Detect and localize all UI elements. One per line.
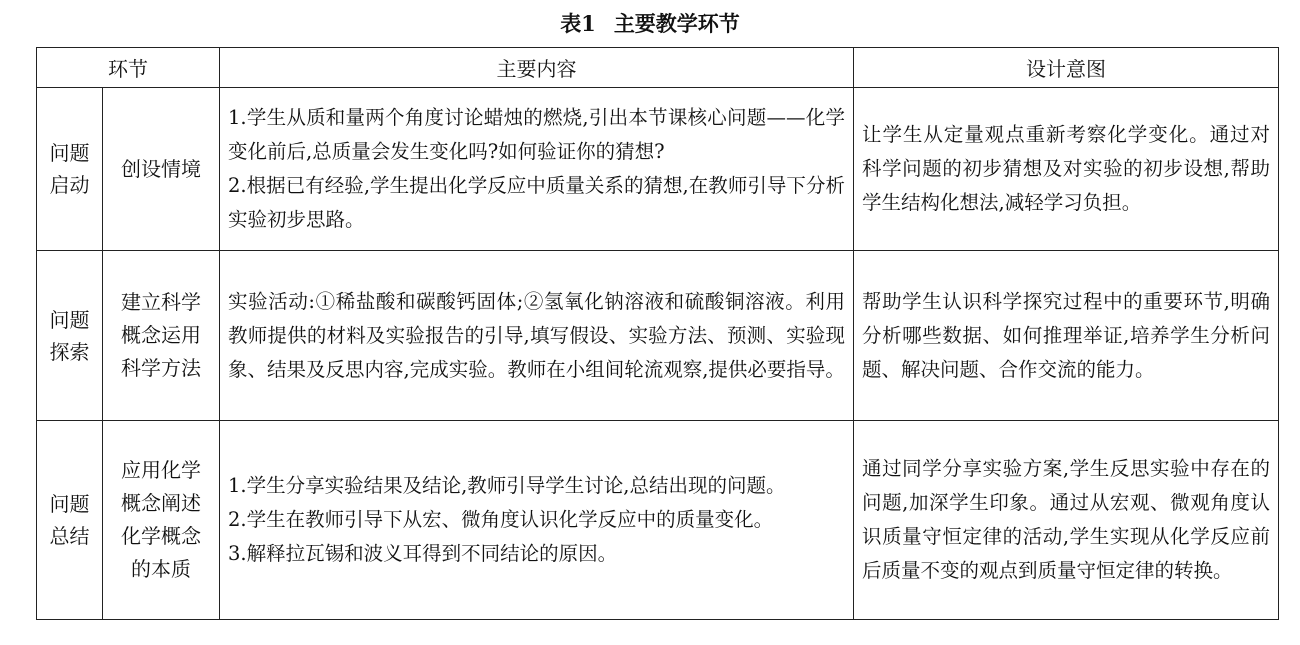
table-caption-title: 主要教学环节: [613, 11, 740, 36]
substage-cell: [103, 88, 220, 251]
intent-cell: 通过同学分享实验方案,学生反思实验中存在的问题,加深学生印象。通过从宏观、微观角度认识质量守恒定律的活动,学生实现从化学反应前后质量不变的观点到质量守恒定律的转换。: [854, 421, 1279, 620]
substage-cell: [103, 421, 220, 620]
substage-line: 概念阐述: [121, 491, 201, 515]
stage-line: 探索: [49, 339, 90, 364]
substage-line: 的本质: [131, 557, 191, 581]
stage-cell: [37, 88, 103, 251]
content-paragraph: 2.根据已有经验,学生提出化学反应中质量关系的猜想,在教师引导下分析实验初步思路。: [228, 174, 845, 231]
stage-cell: [37, 251, 103, 421]
table-row: [37, 251, 1279, 421]
stage-line: 总结: [49, 524, 90, 548]
content-cell: [220, 421, 854, 620]
substage-line: 建立科学: [121, 290, 201, 314]
table-caption: [0, 8, 1300, 40]
intent-cell: 让学生从定量观点重新考察化学变化。通过对科学问题的初步猜想及对实验的初步设想,帮助学生结构化想法,减轻学习负担。: [854, 88, 1279, 251]
header-content: 主要内容: [220, 48, 854, 88]
substage-line: 创设情境: [121, 156, 201, 181]
header-stage: 环节: [37, 48, 220, 88]
table-row: [37, 421, 1279, 620]
content-paragraph: 3.解释拉瓦锡和波义耳得到不同结论的原因。: [228, 542, 618, 565]
substage-line: 概念运用: [121, 323, 201, 347]
content-paragraph: 1.学生分享实验结果及结论,教师引导学生讨论,总结出现的问题。: [228, 474, 786, 497]
stage-line: 问题: [49, 141, 90, 165]
stage-line: 启动: [49, 173, 90, 197]
content-cell: [220, 88, 854, 251]
content-paragraph: 2.学生在教师引导下从宏、微角度认识化学反应中的质量变化。: [228, 508, 774, 531]
substage-line: 应用化学: [121, 458, 201, 482]
substage-line: 科学方法: [121, 356, 201, 380]
substage-line: 化学概念: [121, 524, 201, 548]
content-cell: [220, 251, 854, 421]
table-header-row: [37, 48, 1279, 88]
intent-cell: 帮助学生认识科学探究过程中的重要环节,明确分析哪些数据、如何推理举证,培养学生分析问题、解决问题、合作交流的能力。: [854, 251, 1279, 421]
content-paragraph: 1.学生从质和量两个角度讨论蜡烛的燃烧,引出本节课核心问题——化学变化前后,总质量会发生变化吗?如何验证你的猜想?: [228, 106, 845, 163]
stage-cell: [37, 421, 103, 620]
teaching-stages-table: [36, 47, 1279, 620]
content-paragraph: 实验活动:①稀盐酸和碳酸钙固体;②氢氧化钠溶液和硫酸铜溶液。利用教师提供的材料及实验报告的引导,填写假设、实验方法、预测、实验现象、结果及反思内容,完成实验。教师在小组间轮流观察,提供必要指导。: [228, 289, 845, 381]
substage-cell: [103, 251, 220, 421]
header-intent: 设计意图: [854, 48, 1279, 88]
stage-line: 问题: [49, 307, 90, 332]
stage-line: 问题: [49, 492, 90, 516]
table-row: [37, 88, 1279, 251]
table-caption-number: 表1: [560, 11, 596, 36]
